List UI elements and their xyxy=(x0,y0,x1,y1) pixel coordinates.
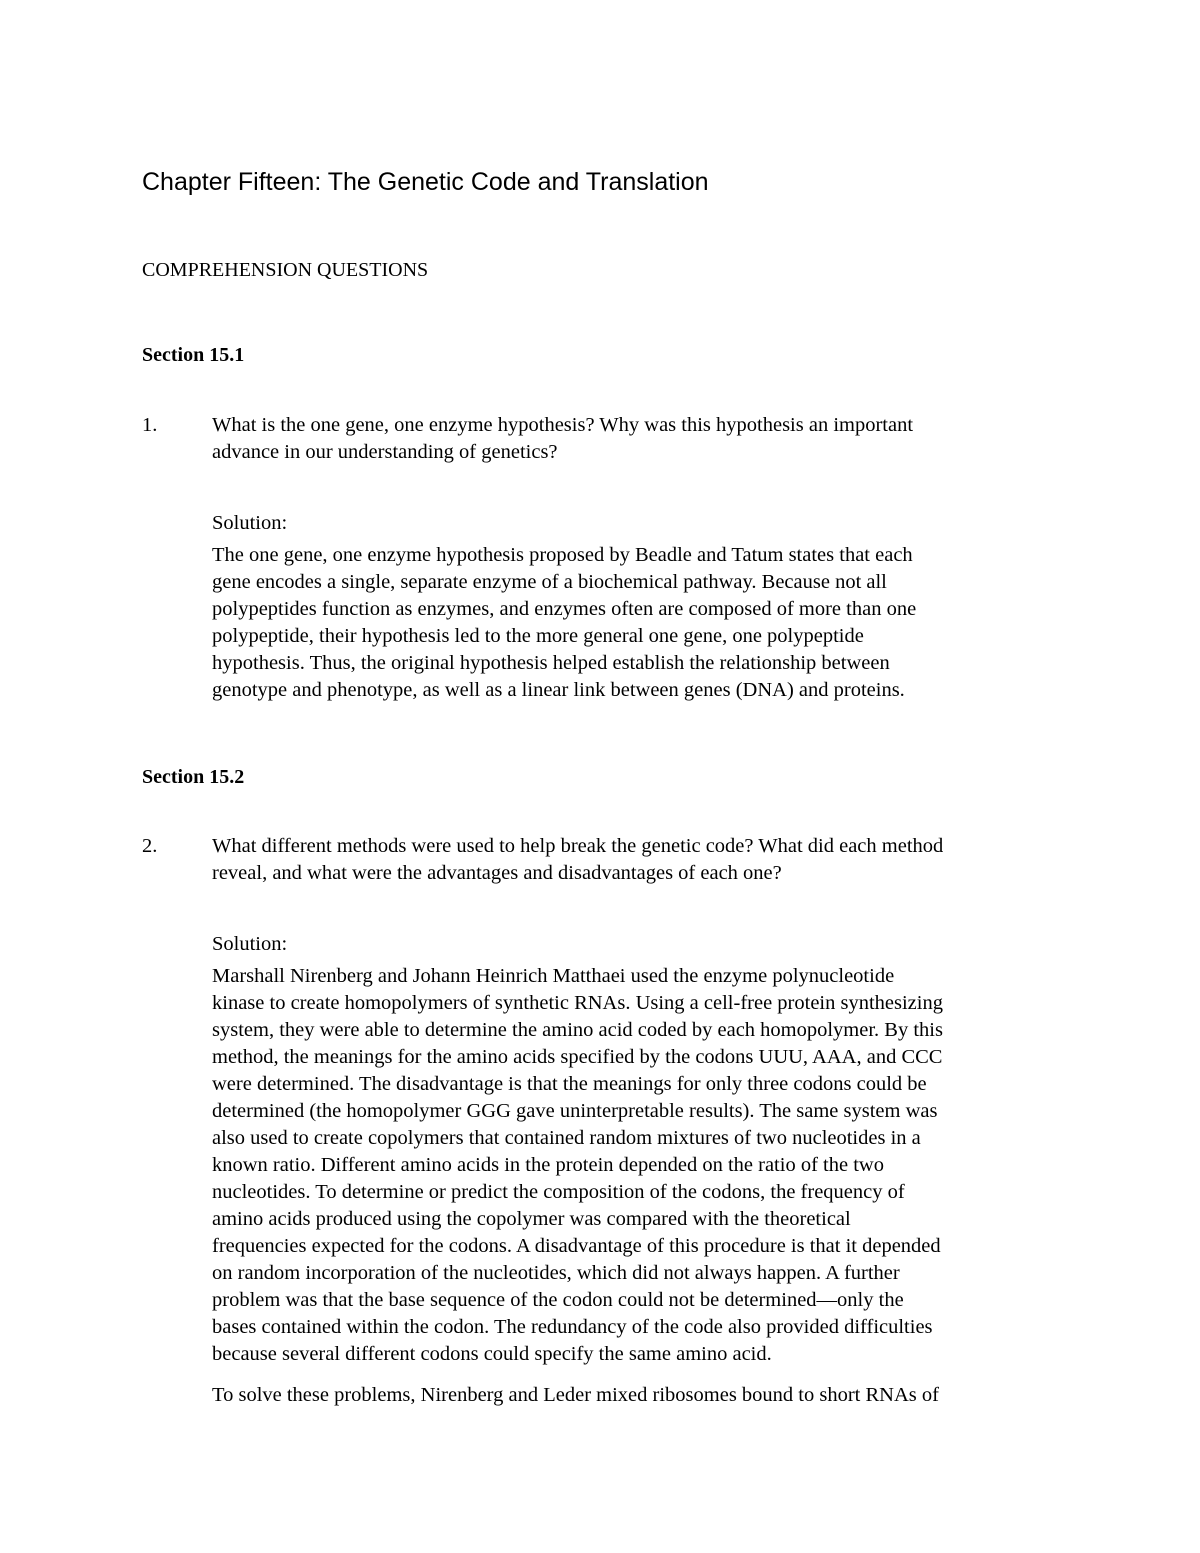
solution-line: polypeptides function as enzymes, and enzymes often are composed of more than one xyxy=(212,598,917,620)
solution-line: nucleotides. To determine or predict the composition of the codons, the frequency of xyxy=(212,1181,905,1203)
solution-line: problem was that the base sequence of the codon could not be determined—only the xyxy=(212,1289,904,1311)
solution-line: known ratio. Different amino acids in the protein depended on the ratio of the two xyxy=(212,1154,884,1176)
solution-line: frequencies expected for the codons. A disadvantage of this procedure is that it depended xyxy=(212,1235,941,1257)
solution-line: system, they were able to determine the amino acid coded by each homopolymer. By this xyxy=(212,1019,943,1041)
solution-line: polypeptide, their hypothesis led to the more general one gene, one polypeptide xyxy=(212,625,864,647)
question-text xyxy=(212,412,1072,466)
question-text xyxy=(212,833,1072,887)
solution-line: Marshall Nirenberg and Johann Heinrich Matthaei used the enzyme polynucleotide xyxy=(212,965,895,987)
section-heading: Section 15.1 xyxy=(142,344,245,366)
solution-line: determined (the homopolymer GGG gave uninterpretable results). The same system was xyxy=(212,1100,938,1122)
solution-line: because several different codons could specify the same amino acid. xyxy=(212,1343,772,1365)
solution-line: The one gene, one enzyme hypothesis proposed by Beadle and Tatum states that each xyxy=(212,544,913,566)
solution-text xyxy=(212,963,1072,1368)
solution-line: amino acids produced using the copolymer was compared with the theoretical xyxy=(212,1208,851,1230)
solution-label: Solution: xyxy=(212,512,288,534)
solution-continuation-paragraph: To solve these problems, Nirenberg and Leder mixed ribosomes bound to short RNAs of xyxy=(212,1384,939,1406)
solution-line: gene encodes a single, separate enzyme of a biochemical pathway. Because not all xyxy=(212,571,887,593)
question-line: What different methods were used to help break the genetic code? What did each method xyxy=(212,835,944,857)
question-number: 2. xyxy=(142,835,158,857)
solution-line: also used to create copolymers that contained random mixtures of two nucleotides in a xyxy=(212,1127,921,1149)
solution-line: method, the meanings for the amino acids specified by the codons UUU, AAA, and CCC xyxy=(212,1046,943,1068)
question-line: advance in our understanding of genetics? xyxy=(212,441,558,463)
solution-text xyxy=(212,542,1072,704)
question-line: What is the one gene, one enzyme hypothesis? Why was this hypothesis an important xyxy=(212,414,914,436)
solution-line: kinase to create homopolymers of synthetic RNAs. Using a cell-free protein synthesizing xyxy=(212,992,943,1014)
question-line: reveal, and what were the advantages and disadvantages of each one? xyxy=(212,862,782,884)
solution-line: on random incorporation of the nucleotides, which did not always happen. A further xyxy=(212,1262,900,1284)
chapter-title: Chapter Fifteen: The Genetic Code and Translation xyxy=(142,168,709,196)
solution-label: Solution: xyxy=(212,933,288,955)
section-heading: Section 15.2 xyxy=(142,766,245,788)
solution-line: bases contained within the codon. The redundancy of the code also provided difficulties xyxy=(212,1316,933,1338)
solution-line: genotype and phenotype, as well as a linear link between genes (DNA) and proteins. xyxy=(212,679,905,701)
question-number: 1. xyxy=(142,414,158,436)
comprehension-questions-heading: COMPREHENSION QUESTIONS xyxy=(142,259,429,281)
solution-line: hypothesis. Thus, the original hypothesis helped establish the relationship between xyxy=(212,652,890,674)
solution-line: were determined. The disadvantage is that the meanings for only three codons could be xyxy=(212,1073,927,1095)
